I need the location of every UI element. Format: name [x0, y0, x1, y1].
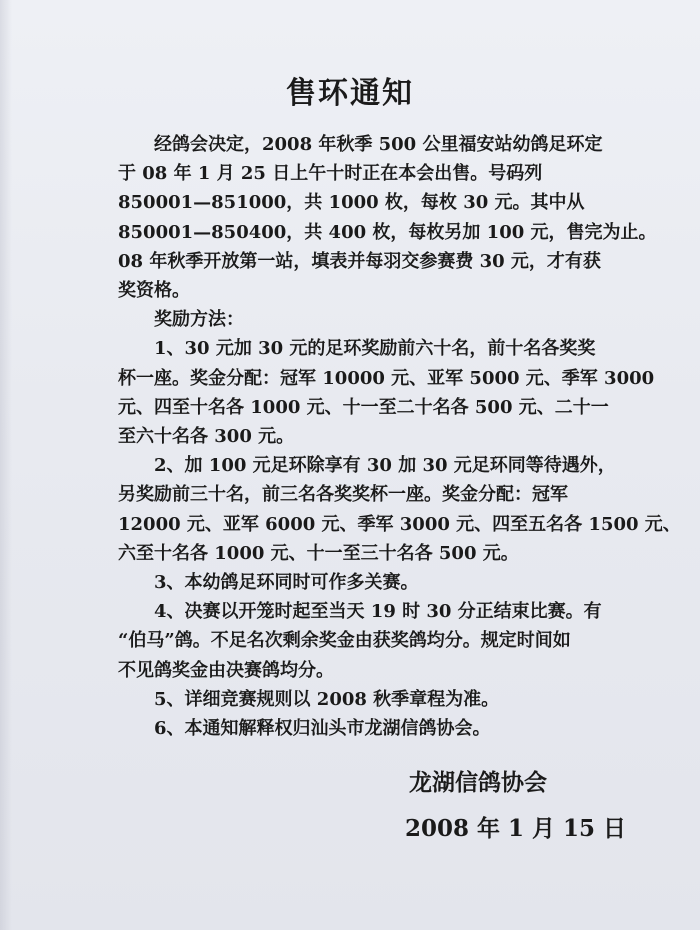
reward-item-4: [118, 597, 608, 685]
intro-line: 奖资格。: [118, 280, 190, 302]
reward-item-6: [118, 714, 608, 743]
reward-item-3: [118, 568, 608, 597]
reward-item-2-line: 六至十名各 1000 元、十一至三十名各 500 元。: [118, 542, 519, 564]
paper-edge-shadow: [0, 0, 12, 930]
reward-item-2: [118, 451, 681, 568]
intro-line: 于 08 年 1 月 25 日上午十时正在本会出售。号码列: [118, 163, 543, 185]
reward-item-4-line: “伯马”鸽。不足名次剩余奖金由获奖鸽均分。规定时间如: [118, 630, 571, 652]
reward-item-1-line: 至六十名各 300 元。: [118, 426, 295, 448]
reward-heading-text: 奖励方法：: [154, 309, 244, 331]
reward-item-4-line: 不见鸽奖金由决赛鸽均分。: [118, 659, 334, 681]
reward-item-4-line: 4、决赛以开笼时起至当天 19 时 30 分正结束比赛。有: [154, 601, 602, 623]
signature-date: 2008 年 1 月 15 日: [405, 815, 627, 842]
reward-item-5-line: 5、详细竞赛规则以 2008 秋季章程为准。: [154, 688, 500, 710]
reward-item-3-line: 3、本幼鸽足环同时可作多关赛。: [154, 572, 419, 594]
reward-item-5: [118, 685, 608, 714]
reward-item-2-line: 另奖励前三十名，前三名各奖奖杯一座。奖金分配：冠军: [118, 484, 568, 506]
notice-body: [118, 130, 681, 743]
intro-line: 850001—851000，共 1000 枚，每枚 30 元。其中从: [118, 192, 585, 214]
reward-item-1-line: 元、四至十名各 1000 元、十一至二十名各 500 元、二十一: [118, 396, 609, 418]
signature-block: [405, 760, 626, 852]
reward-item-1-line: 1、30 元加 30 元的足环奖励前六十名，前十名各奖奖: [154, 338, 596, 360]
reward-item-1-line: 杯一座。奖金分配：冠军 10000 元、亚军 5000 元、季军 3000: [118, 367, 655, 389]
reward-item-2-line: 2、加 100 元足环除享有 30 加 30 元足环同等待遇外，: [154, 455, 616, 477]
reward-heading: [118, 305, 608, 334]
intro-paragraph: [118, 130, 657, 305]
reward-item-6-line: 6、本通知解释权归汕头市龙湖信鸽协会。: [154, 718, 491, 740]
intro-line: 经鸽会决定，2008 年秋季 500 公里福安站幼鸽足环定: [154, 134, 603, 155]
page-title: 售环通知: [286, 76, 414, 111]
intro-line: 08 年秋季开放第一站，填表并每羽交参赛费 30 元，才有获: [118, 250, 601, 272]
reward-item-2-line: 12000 元、亚军 6000 元、季军 3000 元、四至五名各 1500 元、: [118, 513, 681, 535]
signature-org: 龙湖信鸽协会: [409, 769, 547, 796]
reward-item-1: [118, 334, 655, 451]
intro-line: 850001—850400，共 400 枚，每枚另加 100 元，售完为止。: [118, 221, 657, 243]
